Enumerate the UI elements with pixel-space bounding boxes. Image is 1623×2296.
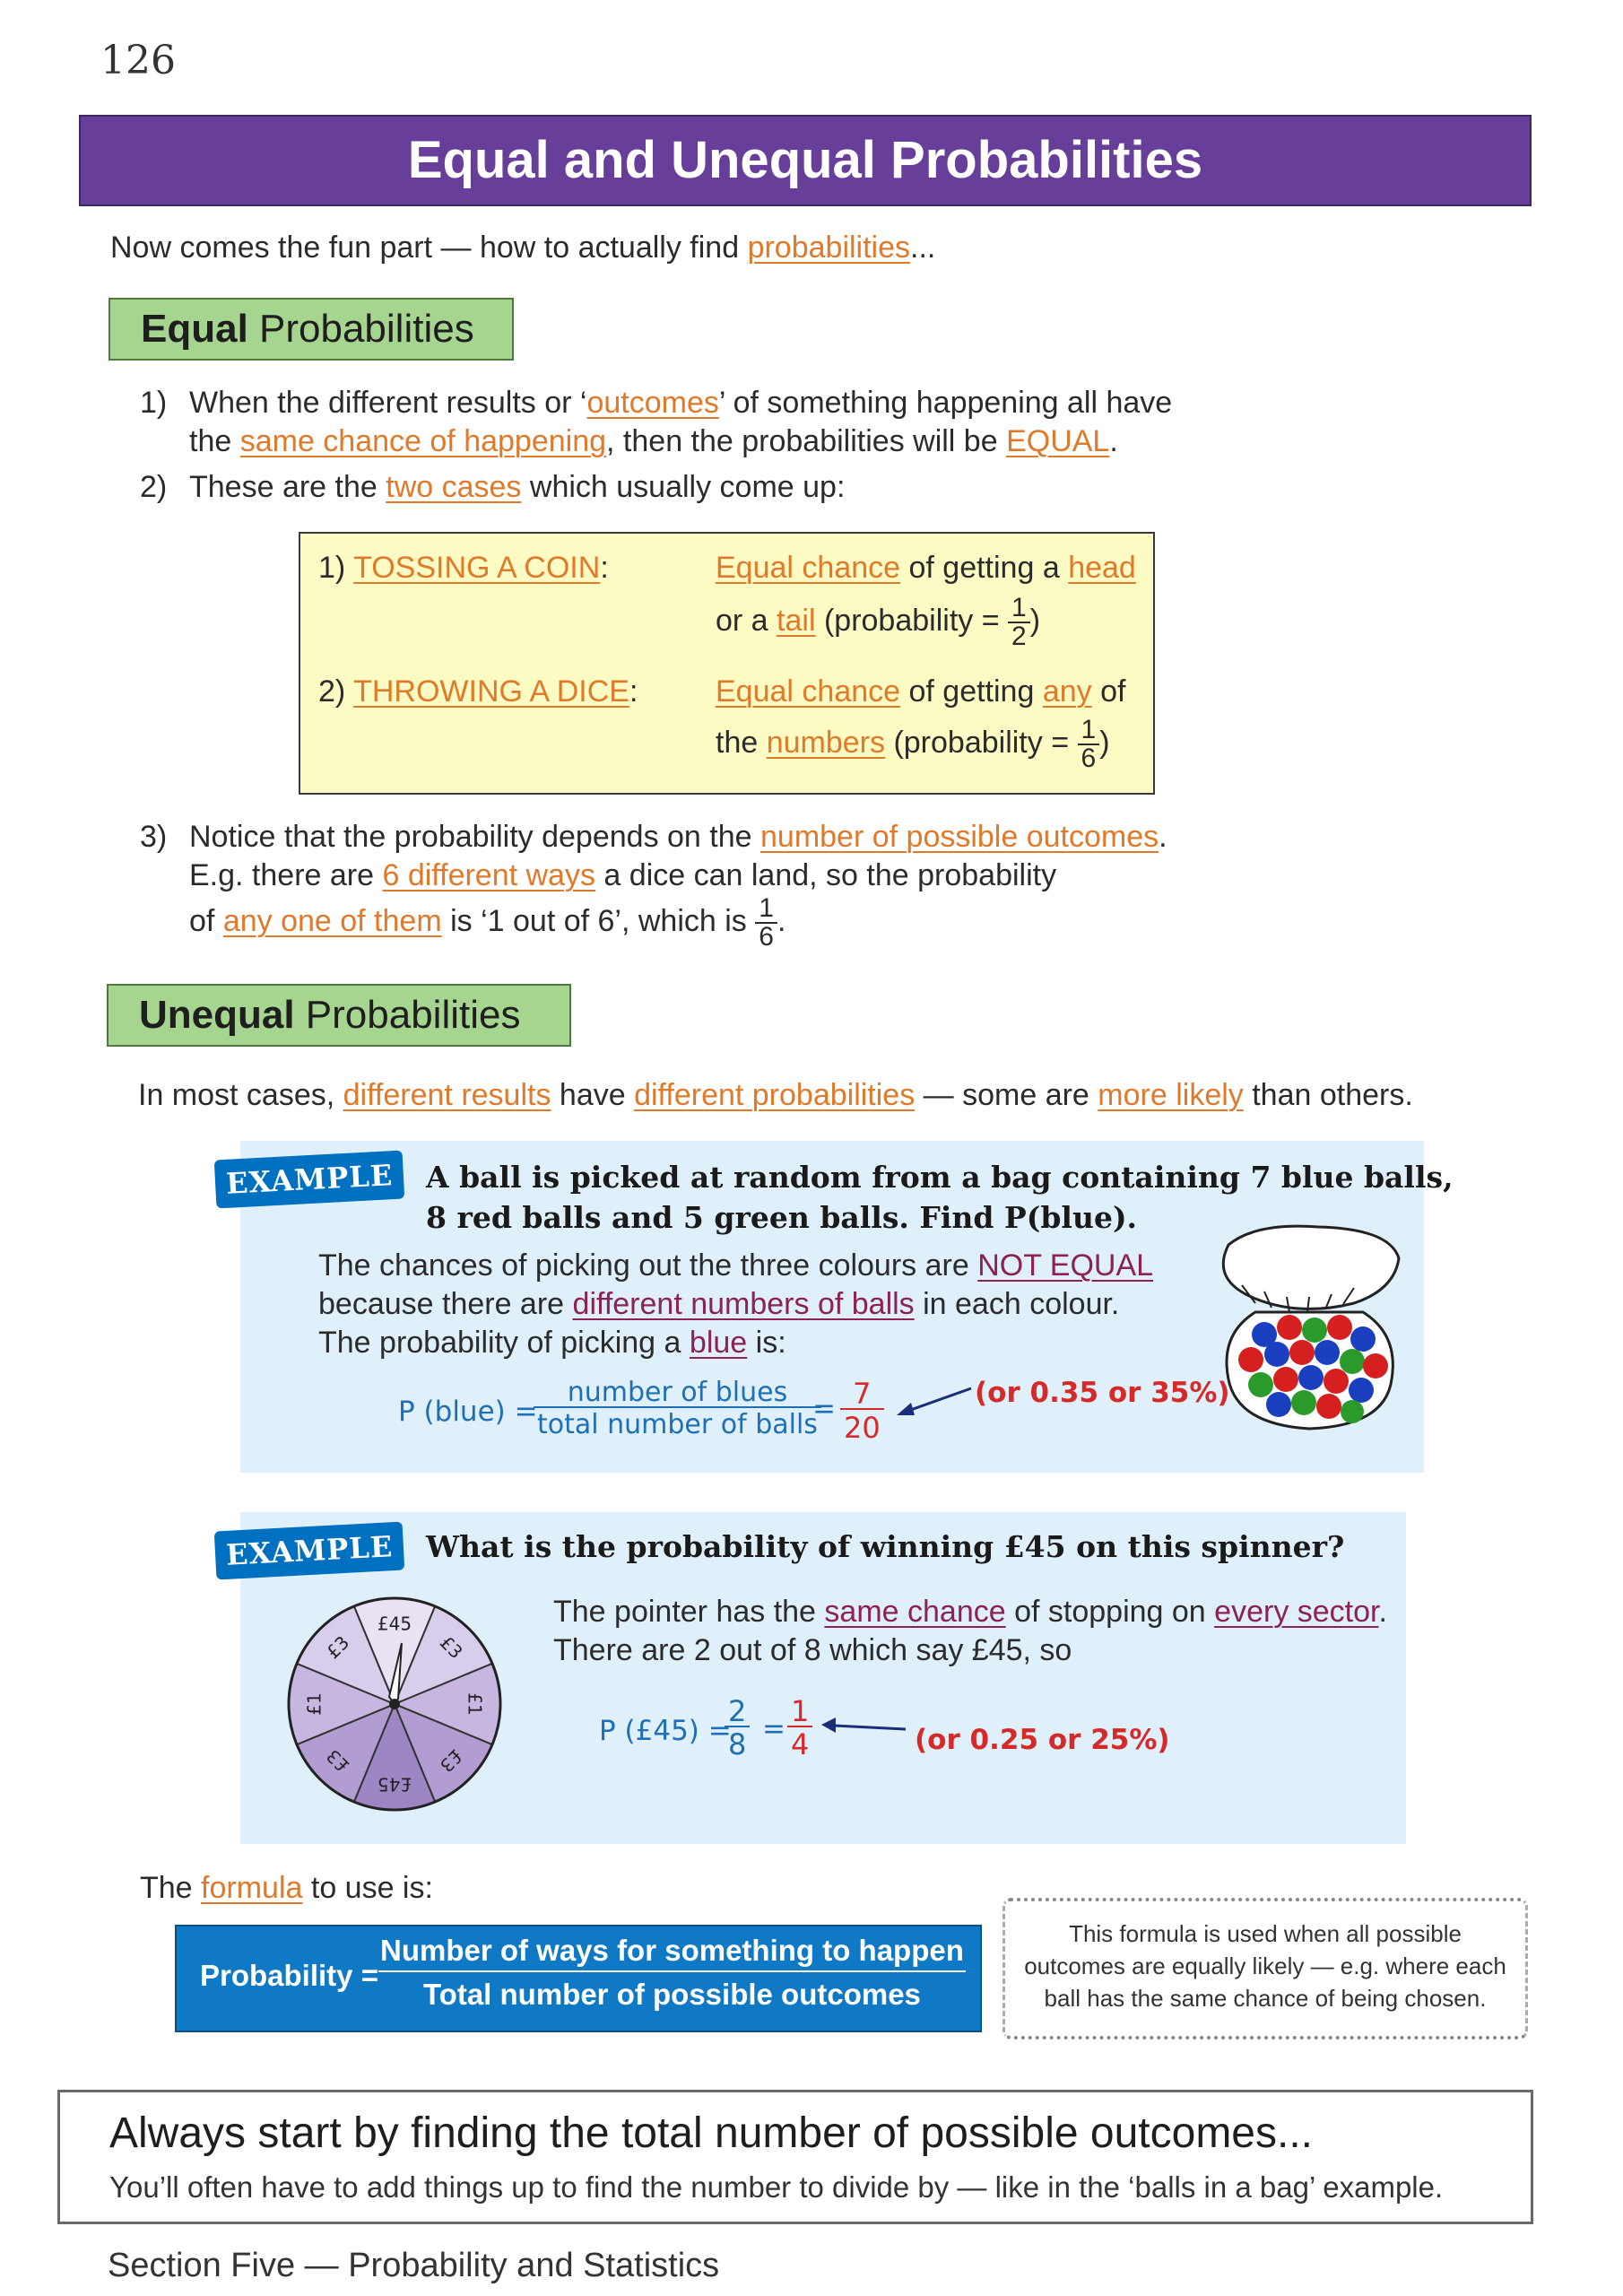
intro-text: Now comes the fun part — how to actually find bbox=[110, 230, 748, 265]
equal-link[interactable]: EQUAL bbox=[1006, 424, 1110, 458]
any-one-link[interactable]: any one of them bbox=[222, 903, 442, 938]
point-3-text: Notice that the probability depends on the number of possible outcomes. E.g. there are 6 different ways a dice can land, so the probability of any one of them is ‘1 out of 6’, which is $\frac{1}{6}$ . bbox=[189, 820, 1167, 952]
point-1-number: 1) bbox=[140, 386, 168, 420]
point-2-number: 2) bbox=[140, 470, 168, 504]
intro-line bbox=[110, 229, 935, 267]
one-quarter: $\frac{1}{4}$ bbox=[787, 1697, 812, 1759]
two-cases-box bbox=[299, 532, 1155, 795]
formula-lead: The formula to use is: bbox=[140, 1871, 433, 1905]
spinner-label: £45 bbox=[377, 1613, 412, 1635]
coin-case-label: 1) TOSSING A COIN: bbox=[318, 551, 609, 585]
ball-bag-illustration bbox=[1202, 1218, 1417, 1442]
two-cases-link[interactable]: two cases bbox=[386, 470, 522, 504]
six-ways-link[interactable]: 6 different ways bbox=[382, 858, 595, 892]
spinner-label: £3 bbox=[322, 1744, 354, 1777]
unequal-heading-bold: Unequal bbox=[139, 993, 295, 1037]
unequal-heading-rest: Probabilities bbox=[294, 993, 521, 1037]
example-1-explanation: The chances of picking out the three colours are NOT EQUAL because there are different numbers of balls in each colour. The probability of picking a blue is: bbox=[318, 1248, 1154, 1360]
example-2-alternative: (or 0.25 or 25%) bbox=[915, 1724, 1170, 1756]
probability-formula-box bbox=[175, 1925, 982, 2032]
more-likely-link[interactable]: more likely bbox=[1098, 1078, 1244, 1112]
point-1-text: When the different results or ‘outcomes’ of something happening all have the same chance of happening, then the probabilities will be EQUAL. bbox=[189, 386, 1173, 458]
head-link[interactable]: head bbox=[1068, 551, 1136, 585]
dice-case-label: 2) THROWING A DICE: bbox=[318, 674, 638, 709]
outcomes-link[interactable]: outcomes bbox=[586, 386, 719, 420]
different-probabilities-link[interactable]: different probabilities bbox=[634, 1078, 916, 1112]
formula-lhs: Probability = bbox=[200, 1959, 378, 1992]
p-blue-equals: = bbox=[812, 1393, 836, 1425]
dice-fraction: $\frac{1}{6}$ bbox=[1078, 717, 1100, 772]
section-footer: Section Five — Probability and Statistics bbox=[108, 2247, 720, 2284]
equal-heading-rest: Probabilities bbox=[247, 307, 474, 351]
spinner-label: £3 bbox=[435, 1631, 467, 1664]
coin-case-text: Equal chance of getting a head bbox=[716, 551, 1136, 585]
not-equal-link[interactable]: NOT EQUAL bbox=[977, 1248, 1154, 1283]
arrow-icon bbox=[895, 1381, 976, 1426]
one-sixth-fraction: $\frac{1}{6}$ bbox=[755, 895, 777, 951]
arrow-icon bbox=[818, 1713, 907, 1740]
title-bar bbox=[79, 115, 1532, 206]
any-link[interactable]: any bbox=[1042, 674, 1092, 709]
blue-link[interactable]: blue bbox=[689, 1326, 748, 1360]
p-45-lhs: P (£45) = bbox=[599, 1715, 732, 1747]
example-1-alternative: (or 0.35 or 35%) bbox=[975, 1377, 1230, 1409]
tip-heading: Always start by finding the total number of possible outcomes... bbox=[109, 2109, 1314, 2157]
different-results-link[interactable]: different results bbox=[343, 1078, 551, 1112]
tip-box bbox=[57, 2090, 1533, 2224]
p-blue-lhs: P (blue) = bbox=[398, 1396, 538, 1428]
point-3-number: 3) bbox=[140, 820, 168, 854]
spinner-label: £1 bbox=[464, 1692, 486, 1716]
throwing-dice-link[interactable]: THROWING A DICE bbox=[353, 674, 629, 709]
p-45-equals: = bbox=[762, 1713, 785, 1745]
unequal-probabilities-heading bbox=[107, 984, 571, 1047]
same-chance-spinner-link[interactable]: same chance bbox=[824, 1595, 1006, 1629]
possible-outcomes-link[interactable]: number of possible outcomes bbox=[760, 820, 1159, 854]
spinner-label: £45 bbox=[377, 1773, 412, 1796]
spinner-label: £3 bbox=[322, 1631, 354, 1664]
equal-heading-bold: Equal bbox=[141, 307, 248, 351]
dice-case-probability: the numbers (probability = $\frac{1}{6}$ ) bbox=[716, 715, 1110, 773]
spinner-label: £1 bbox=[303, 1692, 325, 1716]
coin-case-probability: or a tail (probability = $\frac{1}{2}$ ) bbox=[716, 593, 1041, 651]
seven-twentieths: $\frac{7}{20}$ bbox=[840, 1379, 884, 1442]
example-1-tag: EXAMPLE bbox=[214, 1151, 405, 1209]
formula-note-text: This formula is used when all possible outcomes are equally likely — e.g. where each ball has the same chance of being chosen. bbox=[1024, 1920, 1506, 2012]
formula-fraction: Number of ways for something to happen Total number of possible outcomes bbox=[380, 1934, 964, 2011]
equal-probabilities-heading bbox=[108, 298, 514, 361]
formula-note-box bbox=[1002, 1898, 1528, 2039]
intro-ellipsis: ... bbox=[910, 230, 936, 265]
every-sector-link[interactable]: every sector bbox=[1214, 1595, 1379, 1629]
two-eighths: $\frac{2}{8}$ bbox=[725, 1697, 750, 1759]
spinner-illustration bbox=[278, 1587, 511, 1821]
tip-text: You’ll often have to add things up to find the number to divide by — like in the ‘balls in a bag’ example. bbox=[109, 2170, 1444, 2204]
coin-fraction: $\frac{1}{2}$ bbox=[1008, 595, 1030, 650]
dice-equal-chance-link[interactable]: Equal chance bbox=[716, 674, 901, 709]
point-2-text: These are the two cases which usually come up: bbox=[189, 470, 846, 504]
coin-equal-chance-link[interactable]: Equal chance bbox=[716, 551, 901, 585]
spinner-label: £3 bbox=[435, 1744, 467, 1777]
p-blue-fraction: number of blues total number of balls bbox=[534, 1379, 821, 1439]
example-2-tag: EXAMPLE bbox=[214, 1522, 405, 1580]
numbers-link[interactable]: numbers bbox=[766, 725, 885, 760]
example-2-question: What is the probability of winning £45 on this spinner? bbox=[426, 1529, 1345, 1564]
tossing-coin-link[interactable]: TOSSING A COIN bbox=[353, 551, 601, 585]
tail-link[interactable]: tail bbox=[777, 603, 816, 638]
example-1-question: A ball is picked at random from a bag containing 7 blue balls, 8 red balls and 5 green balls. Find P(blue). bbox=[426, 1160, 1454, 1235]
same-chance-link[interactable]: same chance of happening bbox=[239, 424, 607, 458]
unequal-intro: In most cases, different results have different probabilities — some are more likely than others. bbox=[138, 1078, 1413, 1112]
spinner-pivot-icon bbox=[389, 1699, 400, 1709]
example-2-explanation: The pointer has the same chance of stopping on every sector. There are 2 out of 8 which say £45, so bbox=[553, 1595, 1387, 1667]
dice-case-text: Equal chance of getting any of bbox=[716, 674, 1126, 709]
formula-link[interactable]: formula bbox=[201, 1871, 303, 1905]
different-numbers-link[interactable]: different numbers of balls bbox=[572, 1287, 915, 1321]
intro-link[interactable]: probabilities bbox=[747, 230, 911, 265]
page-title: Equal and Unequal Probabilities bbox=[407, 131, 1203, 189]
page-number: 126 bbox=[100, 38, 176, 83]
